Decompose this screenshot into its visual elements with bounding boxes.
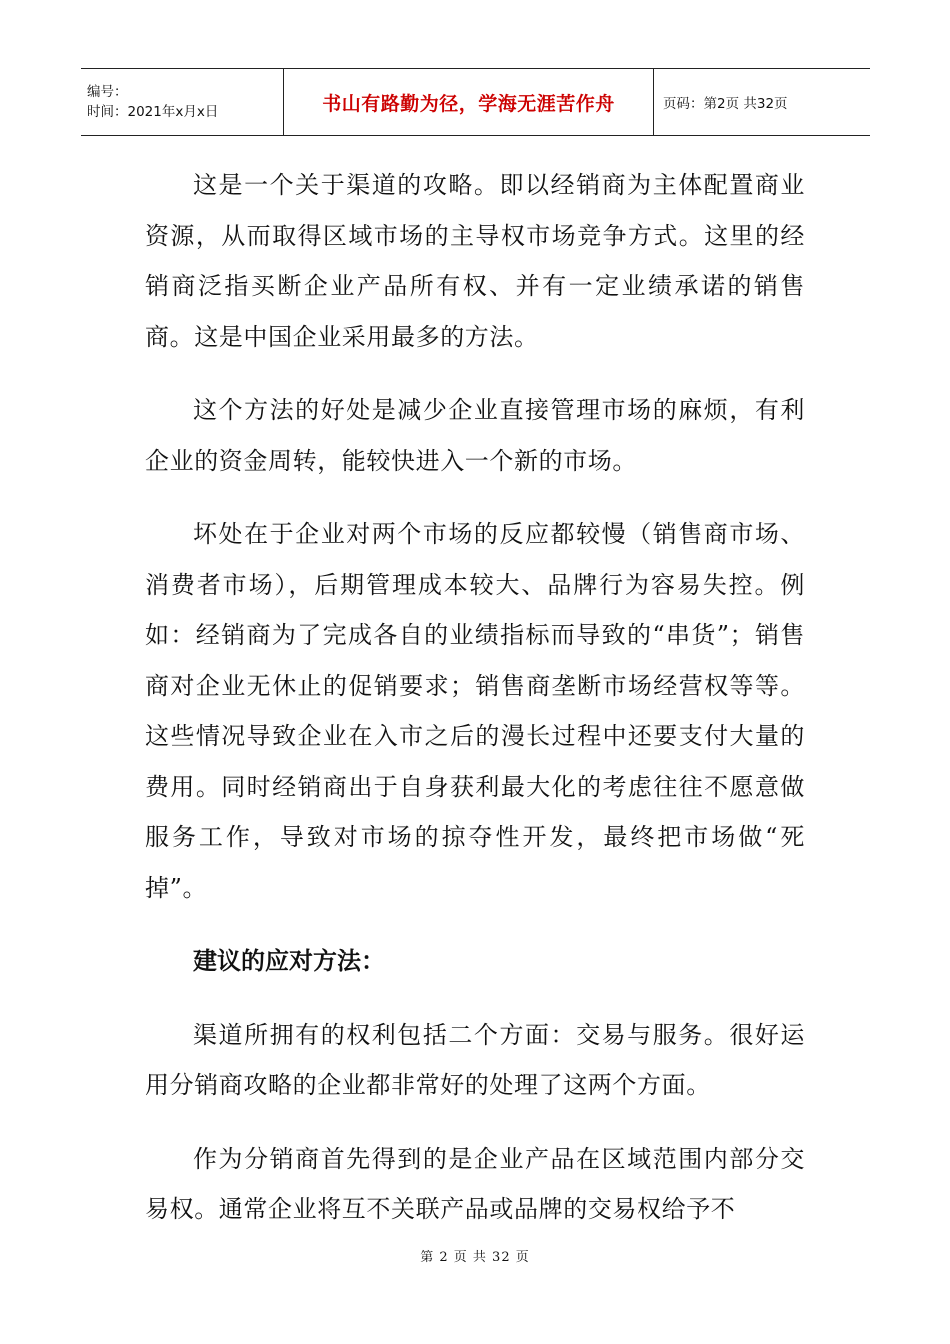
- header-page-cell: [654, 69, 870, 135]
- section-heading: 建议的应对方法：: [193, 947, 385, 975]
- page-footer: 第 2 页 共 32 页: [420, 1250, 530, 1265]
- body-paragraph: 这是一个关于渠道的攻略。即以经销商为主体配置商业资源，从而取得区域市场的主导权市场竞争方式。这里的经销商泛指买断企业产品所有权、并有一定业绩承诺的销售商。这是中国企业采用最多的方法。: [145, 171, 805, 351]
- document-number-label: 编号：: [87, 84, 128, 100]
- page-header: [81, 68, 870, 136]
- body-paragraph: 渠道所拥有的权利包括二个方面：交易与服务。很好运用分销商攻略的企业都非常好的处理了这两个方面。: [145, 1020, 805, 1099]
- header-motto: 书山有路勤为径，学海无涯苦作舟: [322, 92, 615, 115]
- body-paragraph: 作为分销商首先得到的是企业产品在区域范围内部分交易权。通常企业将互不关联产品或品牌的交易权给予不: [145, 1144, 805, 1223]
- header-meta-cell: [81, 69, 284, 135]
- body-paragraph: 坏处在于企业对两个市场的反应都较慢（销售商市场、消费者市场），后期管理成本较大、品牌行为容易失控。例如：经销商为了完成各自的业绩指标而导致的“串货”；销售商对企业无休止的促销要求；销售商垄断市场经营权等等。这些情况导致企业在入市之后的漫长过程中还要支付大量的费用。同时经销商出于自身获利最大化的考虑往往不愿意做服务工作，导致对市场的掠夺性开发，最终把市场做“死掉”。: [145, 520, 805, 902]
- document-time-label: 时间：2021年x月x日: [87, 104, 219, 120]
- body-paragraph: 这个方法的好处是减少企业直接管理市场的麻烦，有利企业的资金周转，能较快进入一个新的市场。: [145, 396, 805, 475]
- document-body: [145, 160, 805, 1235]
- header-page-info: 页码：第2页 共32页: [663, 96, 788, 112]
- header-motto-cell: [284, 69, 654, 135]
